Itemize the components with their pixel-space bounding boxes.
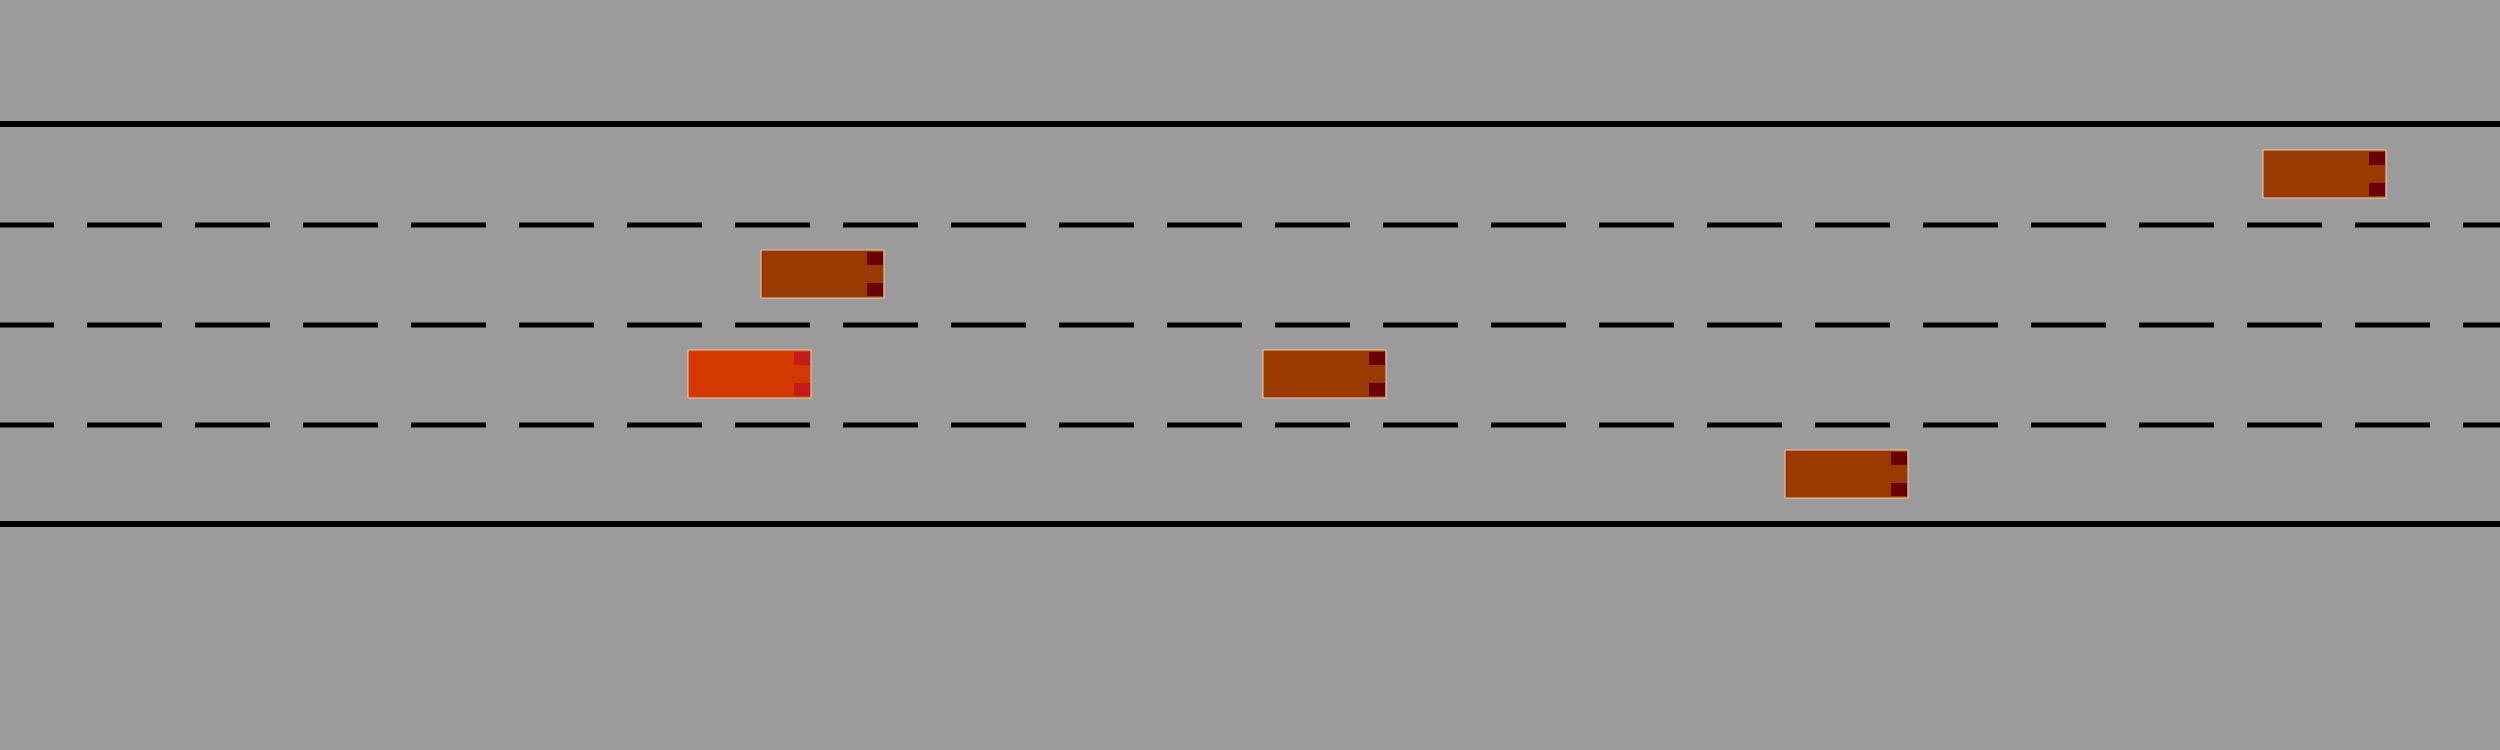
- headlight: [2369, 183, 2385, 196]
- headlight: [794, 352, 810, 365]
- headlight: [1891, 483, 1907, 496]
- headlight: [1369, 383, 1385, 396]
- headlight: [1369, 352, 1385, 365]
- vehicle: [2263, 150, 2386, 198]
- vehicle-body: [688, 350, 811, 398]
- vehicle: [761, 250, 884, 298]
- headlight: [867, 252, 883, 265]
- vehicle: [1263, 350, 1386, 398]
- headlight: [794, 383, 810, 396]
- ego-vehicle: [688, 350, 811, 398]
- vehicle-body: [761, 250, 884, 298]
- vehicle-body: [1785, 450, 1908, 498]
- vehicle-body: [2263, 150, 2386, 198]
- vehicle: [1785, 450, 1908, 498]
- headlight: [867, 283, 883, 296]
- headlight: [1891, 452, 1907, 465]
- vehicle-body: [1263, 350, 1386, 398]
- headlight: [2369, 152, 2385, 165]
